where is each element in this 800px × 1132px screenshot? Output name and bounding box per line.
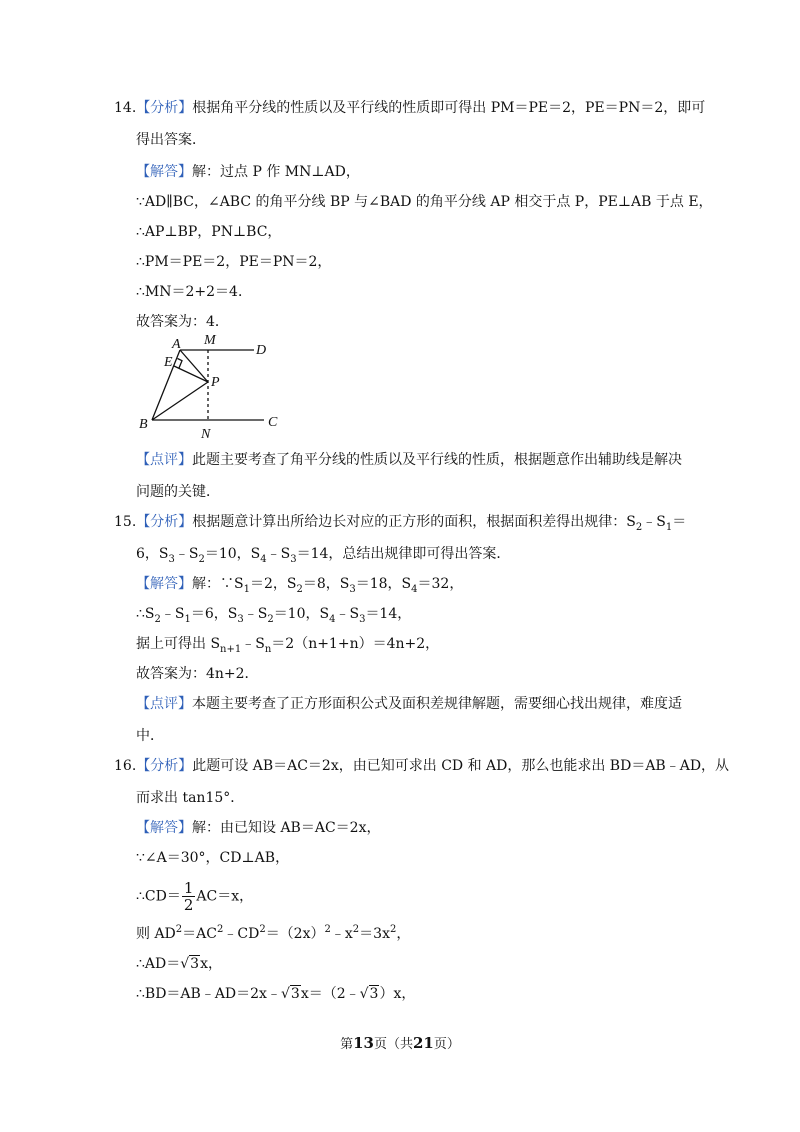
text-fragment: ）x， — [379, 986, 416, 1002]
text-fragment: 据上可得出 S — [136, 636, 221, 652]
text-line: 得出答案． — [136, 132, 206, 148]
text-line — [136, 880, 253, 913]
label-M: M — [204, 333, 216, 348]
line-BP — [152, 382, 208, 420]
text-fragment: ∴S — [136, 606, 155, 622]
subscript: 2 — [296, 584, 303, 595]
question-number: 14. — [114, 100, 137, 116]
q15-comment-line — [136, 694, 682, 714]
comment-text: 此题主要考查了角平分线的性质以及平行线的性质，根据题意作出辅助线是解决 — [192, 452, 682, 468]
text-fragment: 解：∵S — [192, 576, 244, 592]
subscript: 2 — [267, 614, 274, 625]
text-fragment: 则 AD — [136, 926, 176, 942]
q14-solution-line — [136, 162, 360, 182]
text-fragment: ＝14， — [365, 606, 412, 622]
radicand: 3 — [190, 956, 200, 972]
text-fragment: ﹣S — [642, 514, 666, 530]
text-line: 而求出 tan15°． — [136, 790, 245, 806]
q14-comment-line — [136, 450, 682, 470]
subscript: 4 — [329, 614, 336, 625]
superscript: 2 — [352, 924, 360, 935]
question-number: 15. — [114, 514, 137, 530]
text-line: ∴PM＝PE＝2，PE＝PN＝2， — [136, 254, 332, 270]
line-AP — [180, 350, 208, 382]
label-A: A — [172, 337, 181, 352]
analysis-tag: 【分析】 — [136, 100, 193, 116]
text-fragment: AC＝x， — [196, 888, 254, 905]
solution-text: 解：过点 P 作 MN⊥AD， — [192, 164, 360, 180]
subscript: n — [264, 644, 272, 655]
footer-text: 页（共 — [373, 1037, 413, 1052]
superscript: 2 — [175, 924, 183, 935]
analysis-tag: 【分析】 — [136, 514, 193, 530]
text-fragment: ＝2，S — [249, 576, 297, 592]
text-line — [136, 544, 510, 566]
text-line: ∴MN＝2+2＝4． — [136, 284, 252, 300]
subscript: 3 — [237, 614, 244, 625]
footer-text: 页） — [433, 1037, 460, 1052]
text-fragment: ﹣S — [241, 636, 265, 652]
footer-text: 第 — [340, 1037, 354, 1052]
superscript: 2 — [389, 924, 397, 935]
right-angle-mark — [178, 359, 183, 369]
text-fragment: ﹣S — [243, 606, 268, 622]
text-fragment: ﹣S — [335, 606, 360, 622]
comment-tag: 【点评】 — [136, 696, 192, 712]
fraction-denominator: 2 — [183, 896, 194, 914]
total-pages: 21 — [413, 1034, 434, 1052]
geometry-figure — [136, 332, 296, 442]
q15-analysis-line — [114, 512, 686, 534]
text-line: ∵∠A＝30°，CD⊥AB， — [136, 850, 290, 866]
text-line — [136, 604, 411, 626]
text-line — [136, 924, 410, 946]
subscript: 3 — [349, 584, 356, 595]
comment-text: 本题主要考查了正方形面积公式及面积差规律解题，需要细心找出规律，难度适 — [192, 696, 682, 712]
superscript: 2 — [217, 924, 224, 935]
subscript: 3 — [168, 554, 175, 565]
subscript: 4 — [260, 554, 267, 565]
text-line: 故答案为：4n+2． — [136, 666, 259, 682]
page-number: 13 — [353, 1034, 374, 1052]
text-fragment: ＝AC — [182, 926, 217, 942]
text-line: 问题的关键． — [136, 484, 220, 500]
text-fragment: ﹣x — [330, 926, 353, 942]
analysis-text: 此题可设 AB＝AC＝2x，由已知可求出 CD 和 AD，那么也能求出 BD＝AB﹣AD，从 — [192, 758, 730, 774]
text-fragment: x， — [200, 956, 222, 972]
fraction — [182, 880, 196, 913]
text-fragment: ﹣S — [266, 546, 291, 562]
text-fragment: ＝8，S — [302, 576, 350, 592]
label-P: P — [211, 375, 220, 390]
q16-analysis-line — [114, 756, 729, 776]
text-fragment: ＝ — [672, 514, 687, 530]
text-line: ∵AD∥BC，∠ABC 的角平分线 BP 与∠BAD 的角平分线 AP 相交于点 P，PE⊥AB 于点 E， — [136, 194, 713, 210]
q14-analysis-line — [114, 98, 705, 118]
text-fragment: ＝32， — [417, 576, 464, 592]
superscript: 2 — [324, 924, 331, 935]
solution-tag: 【解答】 — [136, 576, 192, 592]
text-line: 中． — [136, 728, 164, 744]
radicand: 3 — [369, 986, 379, 1002]
text-fragment: x＝（2﹣√ — [300, 986, 369, 1002]
text-fragment: ， — [396, 926, 411, 942]
radicand: 3 — [290, 986, 300, 1002]
solution-text: 解：由已知设 AB＝AC＝2x， — [192, 820, 381, 836]
analysis-tag: 【分析】 — [136, 758, 193, 774]
text-fragment: ＝10，S — [204, 546, 261, 562]
subscript: 3 — [290, 554, 297, 565]
subscript: 2 — [635, 522, 643, 533]
text-fragment: ＝10，S — [273, 606, 330, 622]
text-line — [136, 984, 415, 1004]
label-N: N — [201, 427, 211, 442]
subscript: 1 — [665, 522, 673, 533]
text-fragment: ＝6，S — [190, 606, 238, 622]
text-fragment: ﹣S — [174, 546, 199, 562]
comment-tag: 【点评】 — [136, 452, 192, 468]
label-E: E — [164, 355, 173, 370]
q15-solution-line — [136, 574, 463, 596]
analysis-text: 根据题意计算出所给边长对应的正方形的面积，根据面积差得出规律：S — [192, 514, 636, 530]
subscript: 1 — [243, 584, 250, 595]
line-PE — [174, 366, 208, 382]
text-fragment: ＝14，总结出规律即可得出答案． — [296, 546, 511, 562]
subscript: n+1 — [220, 644, 242, 655]
subscript: 1 — [184, 614, 191, 625]
label-D: D — [256, 343, 267, 358]
subscript: 3 — [359, 614, 366, 625]
text-line: ∴AP⊥BP，PN⊥BC， — [136, 224, 282, 240]
analysis-text: 根据角平分线的性质以及平行线的性质即可得出 PM＝PE＝2，PE＝PN＝2，即可 — [192, 100, 706, 116]
text-fragment: 6，S — [136, 546, 169, 562]
superscript: 2 — [259, 924, 266, 935]
question-number: 16. — [114, 758, 137, 774]
text-fragment: ∴BD＝AB﹣AD＝2x﹣√ — [136, 986, 290, 1002]
page-footer — [0, 1033, 800, 1052]
text-fragment: ∴CD＝ — [136, 888, 181, 905]
subscript: 2 — [154, 614, 161, 625]
q16-solution-line — [136, 818, 380, 838]
text-fragment: ﹣S — [160, 606, 185, 622]
text-line — [136, 634, 439, 656]
subscript: 2 — [198, 554, 205, 565]
text-line — [136, 954, 222, 974]
label-B: B — [139, 417, 148, 432]
subscript: 4 — [411, 584, 418, 595]
text-fragment: ＝3x — [359, 926, 390, 942]
fraction-numerator: 1 — [183, 879, 194, 897]
label-C: C — [268, 415, 278, 430]
text-fragment: ﹣CD — [223, 926, 260, 942]
text-fragment: ＝（2x） — [265, 926, 325, 942]
text-fragment: ＝2（n+1+n）＝4n+2， — [271, 636, 440, 652]
text-fragment: ＝18，S — [355, 576, 412, 592]
solution-tag: 【解答】 — [136, 820, 192, 836]
text-line: 故答案为：4． — [136, 314, 229, 330]
solution-tag: 【解答】 — [136, 164, 192, 180]
text-fragment: ∴AD＝√ — [136, 956, 190, 972]
